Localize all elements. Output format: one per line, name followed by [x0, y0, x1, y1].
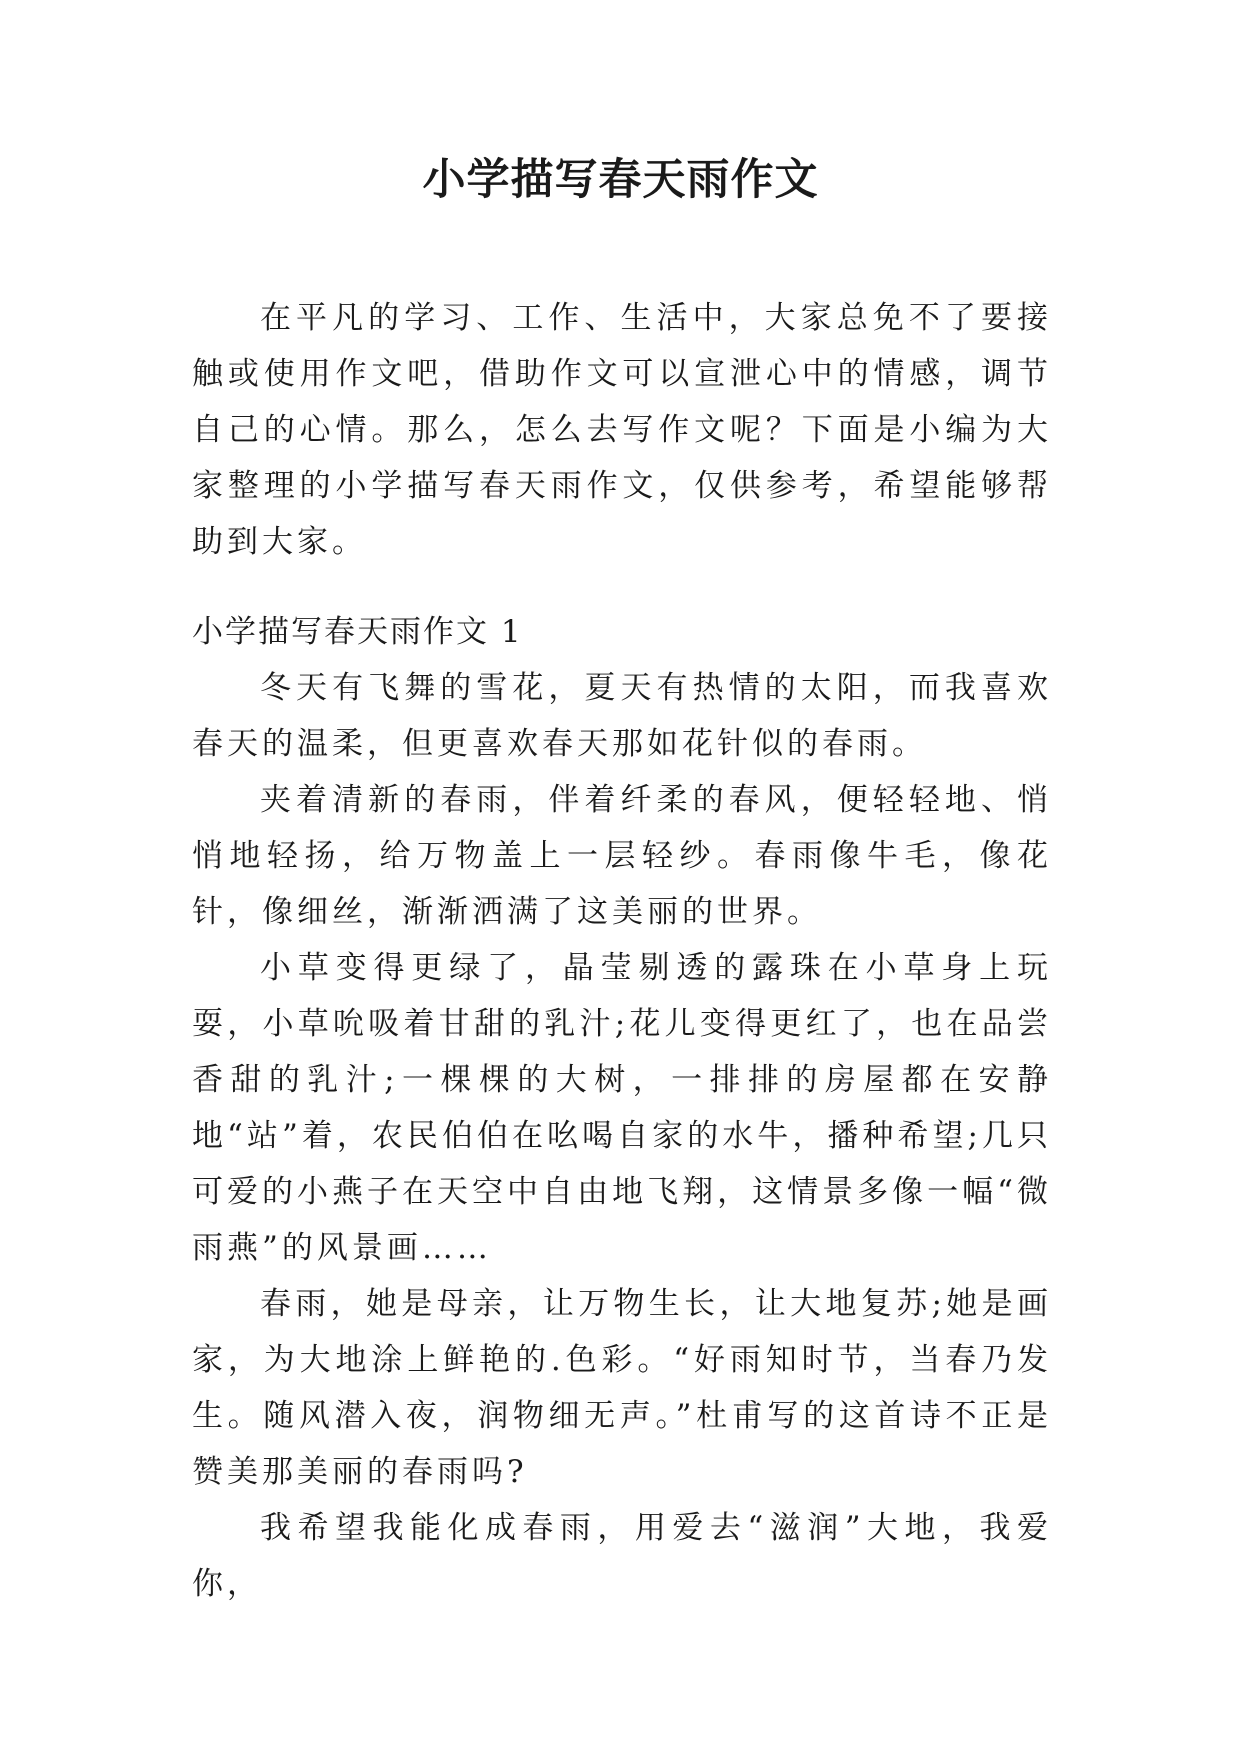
section-heading: 小学描写春天雨作文 1	[192, 614, 523, 650]
body-paragraph-4: 春雨，她是母亲，让万物生长，让大地复苏;她是画家，为大地涂上鲜艳的.色彩。“好雨知时节，当春乃发生。随风潜入夜，润物细无声。”杜甫写的这首诗不正是赞美那美丽的春雨吗?	[192, 1286, 1052, 1490]
body-paragraph-1: 冬天有飞舞的雪花，夏天有热情的太阳，而我喜欢春天的温柔，但更喜欢春天那如花针似的春雨。	[192, 670, 1052, 762]
body-paragraph-3: 小草变得更绿了，晶莹剔透的露珠在小草身上玩耍，小草吮吸着甘甜的乳汁;花儿变得更红了，也在品尝香甜的乳汁;一棵棵的大树，一排排的房屋都在安静地“站”着，农民伯伯在吆喝自家的水牛，播种希望;几只可爱的小燕子在天空中自由地飞翔，这情景多像一幅“微雨燕”的风景画……	[192, 950, 1052, 1266]
body-paragraph-2: 夹着清新的春雨，伴着纤柔的春风，便轻轻地、悄悄地轻扬，给万物盖上一层轻纱。春雨像牛毛，像花针，像细丝，渐渐洒满了这美丽的世界。	[192, 782, 1052, 930]
document-title: 小学描写春天雨作文	[422, 155, 819, 205]
body-paragraph-5: 我希望我能化成春雨，用爱去“滋润”大地，我爱你，	[192, 1510, 1052, 1602]
intro-paragraph: 在平凡的学习、工作、生活中，大家总免不了要接触或使用作文吧，借助作文可以宣泄心中的情感，调节自己的心情。那么，怎么去写作文呢？下面是小编为大家整理的小学描写春天雨作文，仅供参考，希望能够帮助到大家。	[192, 300, 1052, 560]
document-body	[192, 290, 1052, 1612]
